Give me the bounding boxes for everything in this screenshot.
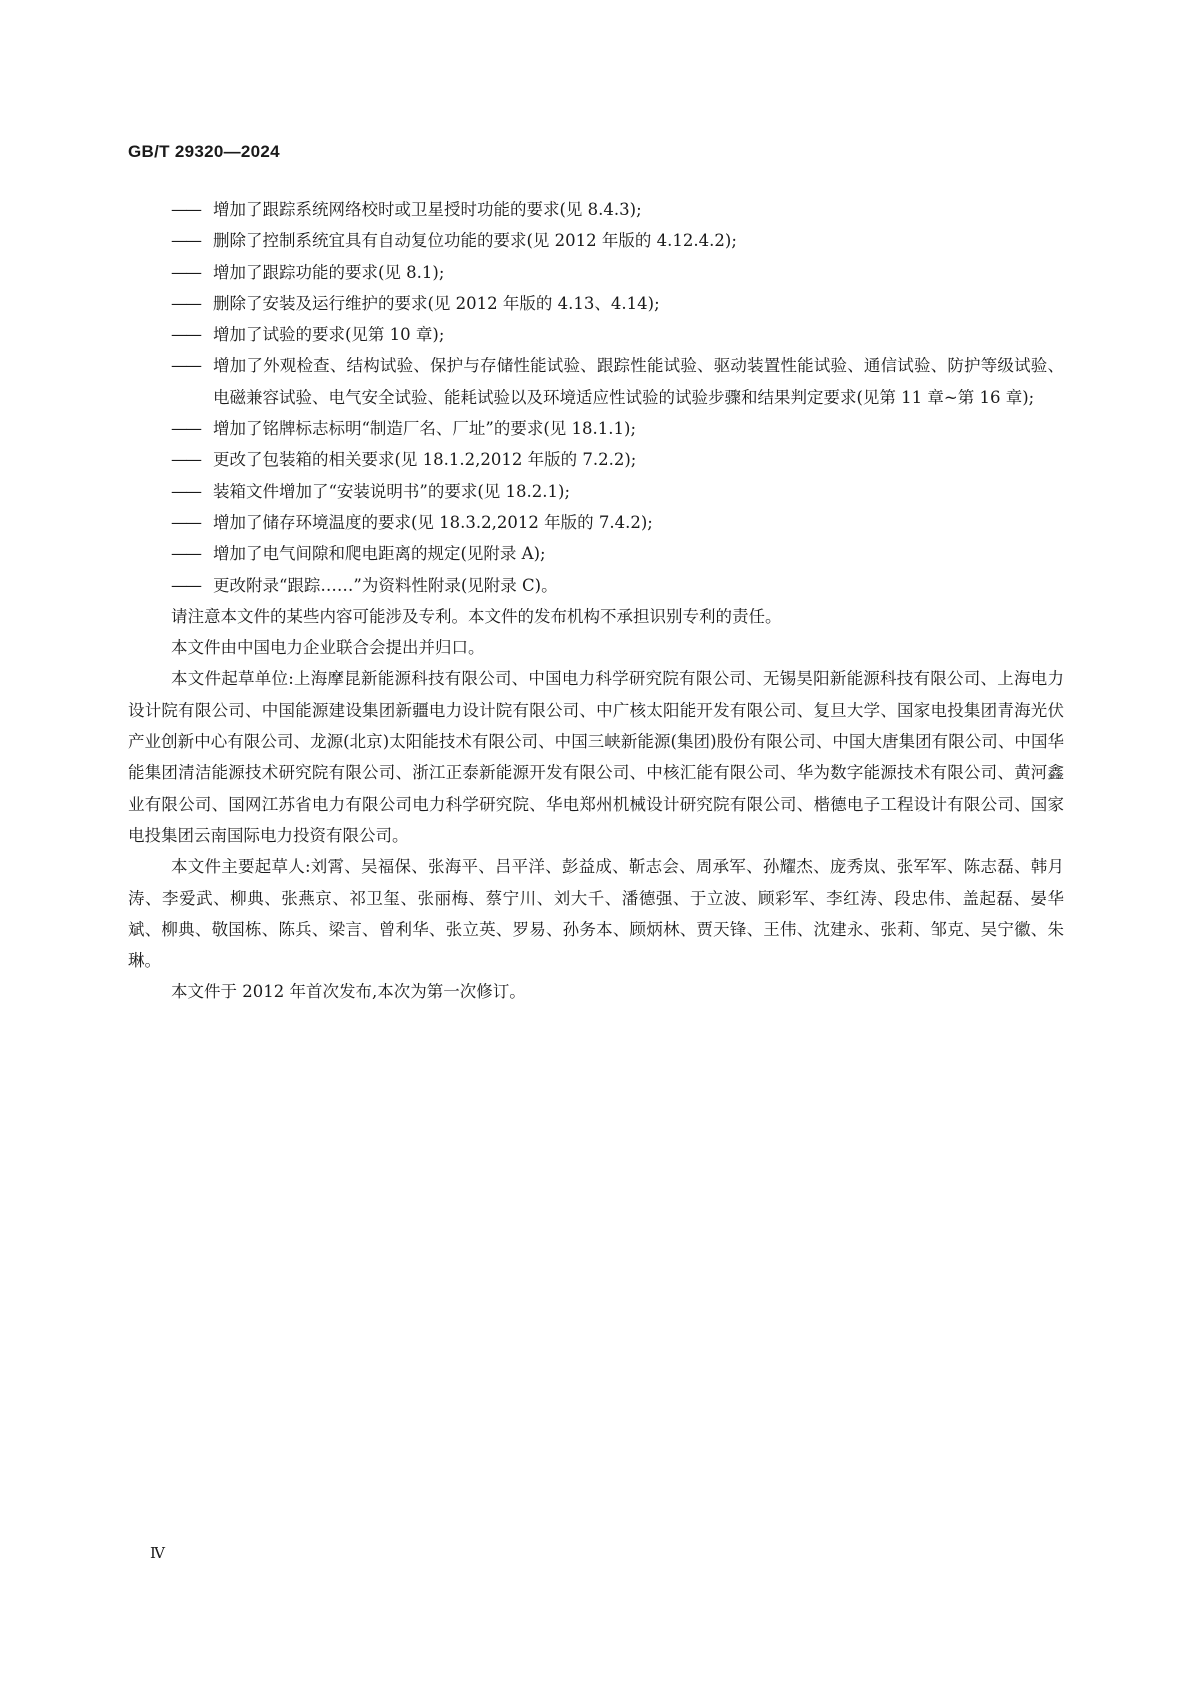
dash-marker: —— — [171, 450, 200, 470]
dash-marker: —— — [171, 356, 200, 376]
list-item — [171, 194, 1064, 225]
page-number: Ⅳ — [150, 1544, 165, 1562]
standard-number: GB/T 29320—2024 — [128, 142, 280, 161]
dash-marker: —— — [171, 293, 200, 313]
foreword-content — [128, 194, 1064, 1008]
dash-marker: —— — [171, 481, 200, 501]
list-item — [171, 444, 1064, 475]
list-item-text: 增加了跟踪功能的要求(见 8.1); — [213, 262, 445, 282]
proposed-by: 本文件由中国电力企业联合会提出并归口。 — [171, 638, 485, 658]
list-item — [171, 350, 1064, 413]
list-item-text: 删除了安装及运行维护的要求(见 2012 年版的 4.13、4.14); — [213, 293, 660, 313]
drafters: 本文件主要起草人:刘霄、吴福保、张海平、吕平洋、彭益成、靳志会、周承军、孙耀杰、庞秀岚、张军军、陈志磊、韩月涛、李爱武、柳典、张燕京、祁卫玺、张丽梅、蔡宁川、刘大千、潘德强、于立波、顾彩军、李红涛、段忠伟、盖起磊、晏华斌、柳典、敬国栋、陈兵、梁言、曾利华、张立英、罗易、孙务本、顾炳林、贾天锋、王伟、沈建永、张莉、邹克、吴宁徽、朱琳。 — [128, 857, 1064, 971]
list-item — [171, 570, 1064, 601]
list-item-text: 增加了铭牌标志标明“制造厂名、厂址”的要求(见 18.1.1); — [213, 419, 637, 439]
dash-marker: —— — [171, 262, 200, 282]
dash-marker: —— — [171, 200, 200, 219]
list-item — [171, 319, 1064, 350]
list-item-text: 增加了试验的要求(见第 10 章); — [213, 325, 445, 345]
list-item — [171, 413, 1064, 444]
list-item-text: 增加了储存环境温度的要求(见 18.3.2,2012 年版的 7.4.2); — [213, 512, 653, 532]
list-item — [171, 507, 1064, 538]
list-item-text: 更改附录“跟踪……”为资料性附录(见附录 C)。 — [213, 575, 558, 595]
list-item — [171, 538, 1064, 569]
dash-marker: —— — [171, 231, 200, 251]
patent-notice: 请注意本文件的某些内容可能涉及专利。本文件的发布机构不承担识别专利的责任。 — [171, 606, 782, 626]
list-item-text: 删除了控制系统宜具有自动复位功能的要求(见 2012 年版的 4.12.4.2); — [213, 231, 737, 251]
list-item — [171, 257, 1064, 288]
changes-list — [171, 194, 1064, 601]
list-item — [171, 476, 1064, 507]
dash-marker: —— — [171, 512, 200, 532]
list-item-text: 增加了外观检查、结构试验、保护与存储性能试验、跟踪性能试验、驱动装置性能试验、通信试验、防护等级试验、电磁兼容试验、电气安全试验、能耗试验以及环境适应性试验的试验步骤和结果判定要求(见第 11 章~第 16 章); — [213, 356, 1064, 407]
list-item — [171, 288, 1064, 319]
dash-marker: —— — [171, 419, 200, 439]
dash-marker: —— — [171, 575, 200, 595]
drafting-units: 本文件起草单位:上海摩昆新能源科技有限公司、中国电力科学研究院有限公司、无锡昊阳新能源科技有限公司、上海电力设计院有限公司、中国能源建设集团新疆电力设计院有限公司、中广核太阳能开发有限公司、复旦大学、国家电投集团青海光伏产业创新中心有限公司、龙源(北京)太阳能技术有限公司、中国三峡新能源(集团)股份有限公司、中国大唐集团有限公司、中国华能集团清洁能源技术研究院有限公司、浙江正泰新能源开发有限公司、中核汇能有限公司、华为数字能源技术有限公司、黄河鑫业有限公司、国网江苏省电力有限公司电力科学研究院、华电郑州机械设计研究院有限公司、楷德电子工程设计有限公司、国家电投集团云南国际电力投资有限公司。 — [128, 669, 1064, 845]
publication-history: 本文件于 2012 年首次发布,本次为第一次修订。 — [171, 982, 526, 1002]
list-item-text: 更改了包装箱的相关要求(见 18.1.2,2012 年版的 7.2.2); — [213, 450, 637, 470]
list-item-text: 装箱文件增加了“安装说明书”的要求(见 18.2.1); — [213, 481, 571, 501]
list-item-text: 增加了电气间隙和爬电距离的规定(见附录 A); — [213, 544, 546, 564]
dash-marker: —— — [171, 325, 200, 345]
list-item-text: 增加了跟踪系统网络校时或卫星授时功能的要求(见 8.4.3); — [213, 200, 642, 219]
dash-marker: —— — [171, 544, 200, 564]
list-item — [171, 225, 1064, 256]
